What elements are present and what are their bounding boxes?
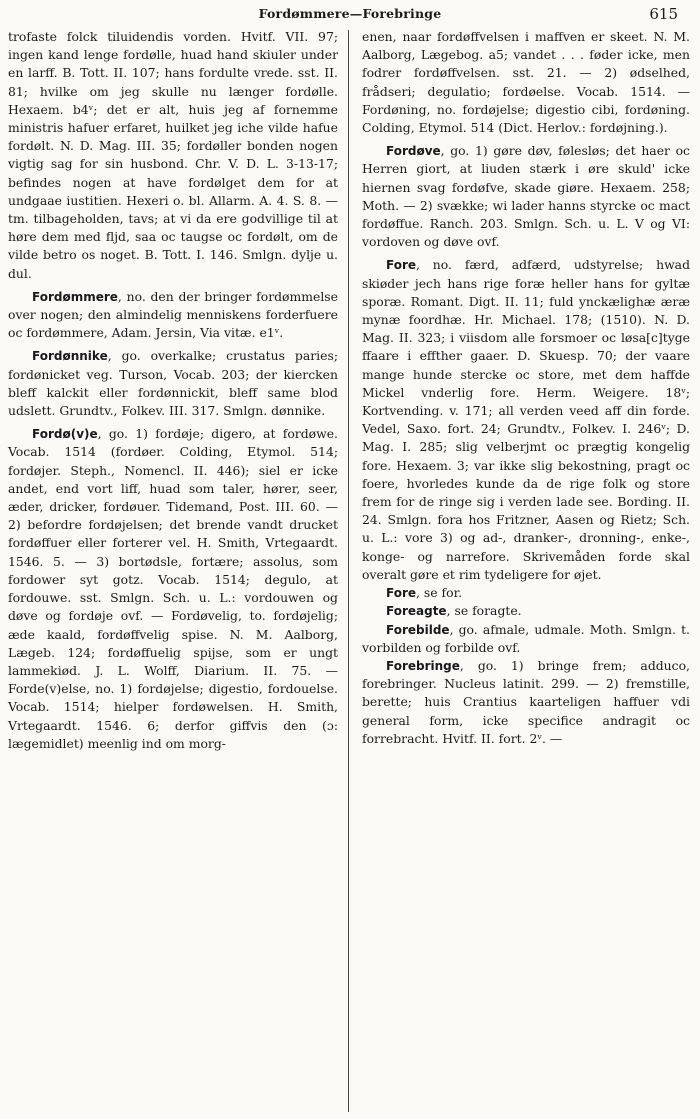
entry-text: , no. den der bringer fordømmelse over nogen; den almindelig menniskens forderfuere oc fordømmere, Adam. Jersin, Via vitæ. e1ᵛ. [8, 288, 338, 341]
entry-text: , go. 1) bringe frem; adduco, forebringer. Nucleus latinit. 299. — 2) fremstille, berette; huis Crantius kaarteligen haffuer vdi general form, icke specifice andragit oc forrebracht. Hvitf. II. fort. 2ᵛ. — [362, 657, 690, 746]
dictionary-entry [362, 602, 690, 620]
dictionary-entry [362, 657, 690, 748]
dictionary-entry [362, 256, 690, 584]
dictionary-entry [8, 347, 338, 420]
dictionary-entry [8, 425, 338, 753]
headword: Fordøve [386, 144, 441, 159]
headword: Fore [386, 258, 417, 273]
headword: Fordønnike [32, 349, 108, 364]
paragraph-text: trofaste folck tiluidendis vorden. Hvitf. VII. 97; ingen kand lenge fordølle, huad hand skiuler under en larff. B. Tott. II. 107; hans fordulte vrede. sst. II. 81; hvilke om jeg skulle nu længer fordølle. Hexaem. b4ᵛ; det er alt, huis jeg af fornemme ministris hafuer erfaret, huilket jeg iche vilde hafue fordølt. N. D. Mag. III. 35; fordøller bonden nogen vigtig sag for sin husbond. Chr. V. D. L. 3-13-17; befindes nogen at have fordølget dem for at undgaae iustitien. Hexeri o. bl. Allarm. A. 4. S. 8. — tm. tilbageholden, tavs; at vi da ere godvillige til at høre dem med fljd, saa oc taugse oc fordølt, om de vilde betro os noget. B. Tott. I. 146. Smlgn. dylje u. dul. [8, 29, 338, 281]
entry-text: , go. 1) gøre døv, følesløs; det haer oc Herren giort, at liuden stærk i øre skuld' icke hiernen svag fordøfve, skade giøre. Hexaem. 258; Moth. — 2) svække; wi lader hanns styrcke oc mact fordøffue. Ranch. 203. Smlgn. Sch. u. L. V og VI: vordoven og døve ovf. [362, 143, 690, 250]
dictionary-entry [362, 142, 690, 251]
headword: Foreagte [386, 604, 447, 619]
entry-text: , go. afmale, udmale. Moth. Smlgn. t. vorbilden og forbilde ovf. [362, 621, 690, 655]
right-column [362, 28, 690, 748]
paragraph-continuation [8, 28, 338, 283]
headword: Fordømmere [32, 289, 118, 304]
entry-text: , no. færd, adfærd, udstyrelse; hwad skiøder jech hans rige foræ heller hans for gyltæ sporæ. Romant. Digt. II. 11; fuld ynckælighæ æræ mynæ foordhæ. Hr. Michael. 178; (1510). N. D. Mag. II. 323; i viisdom alle forsmoer oc løsa[c]tyge ffaare i effther gaaer. D. Skuesp. 70; der vaare mange hunde stercke oc store, met dem haffde Mickel vnderlig fore. Herm. Weigere. 18ᵛ; Kortvending. v. 171; all verden veed aff din forde. Vedel, Saxo. fort. 24; Grundtv., Folkev. I. 246ᵛ; D. Mag. I. 285; slig velberjmt oc prægtig kongelig fore. Hexaem. 3; var ikke slig bekostning, pragt oc foere, hvorledes kunde da de rige folk og store frem for de ringe sig i verden lade see. Bording. II. 24. Smlgn. fora hos Fritzner, Aasen og Rietz; Sch. u. L.: vore 3) og ad-, dranker-, dronning-, enke-, konge- og narrefore. Skrivemåden forde skal overalt gøre et rim tydeligere for øjet. [362, 257, 690, 582]
dictionary-entry [362, 584, 690, 602]
headword: Fore [386, 586, 417, 601]
column-divider [348, 30, 349, 1112]
entry-text: , se for. [416, 585, 463, 601]
dictionary-entry [362, 621, 690, 657]
left-column [8, 28, 338, 753]
entry-text: Fordøvelig, to. fordøjelig; æde kaald, fordøffvelig spise. N. M. Aalborg, Lægeb. 124; fordøffuelig spijse, som er ungt lammekiød. J. L. Wolff, Diarium. II. 75. — Forde(v)else, no. 1) fordøjelse; digestio, fordouelse. Vocab. 1514; hielper fordøwelsen. H. Smith, Vrtegaardt. 1546. 6; derfor giffvis den (ɔ: lægemidlet) meenlig ind om morg- [8, 608, 338, 751]
entry-text: , go. overkalke; crustatus paries; fordønicket veg. Turson, Vocab. 203; der kiercken bleff kalckit eller fordønnickit, bleff same blod udslett. Grundtv., Folkev. III. 317. Smlgn. dønnike. [8, 348, 338, 419]
paragraph-continuation [362, 28, 690, 137]
paragraph-text: enen, naar fordøffvelsen i maffven er skeet. N. M. Aalborg, Lægebog. a5; vandet . . . føder icke, men fodrer fordøffvelsen. sst. 21. — 2) ødselhed, frådseri; degulatio; fordøelse. Vocab. 1514. — Fordøning, no. fordøjelse; digestio cibi, fordøning. Colding, Etymol. 514 (Dict. Herlov.: fordøjning.). [362, 29, 690, 136]
page-number: 615 [649, 5, 678, 23]
headword: Forebilde [386, 622, 450, 637]
entry-text: , se foragte. [446, 603, 522, 619]
dictionary-entry [8, 288, 338, 343]
headword: Forebringe [386, 658, 460, 673]
entry-text: , go. 1) fordøje; digero, at fordøwe. Vocab. 1514 (fordøer. Colding, Etymol. 514; fordøjer. Steph., Nomencl. II. 446); siel er icke andet, end vort liff, huad som taler, hører, seer, æder, dricker, fordøuer. Tidemand, Post. III. 60. — 2) befordre fordøjelsen; det brende vandt drucket fordøffuer eller forterer vel. H. Smith, Vrtegaardt. 1546. 5. — 3) bortødsle, fortære; assolus, som fordower syt gotz. Vocab. 1514; degulo, at fordouwe. sst. Smlgn. Sch. u. L.: vordouwen og døve og fordøje ovf. — [8, 426, 338, 624]
headword: Fordø(v)e [32, 427, 98, 442]
page-header [0, 6, 700, 28]
running-head: Fordømmere—Forebringe [258, 6, 442, 21]
